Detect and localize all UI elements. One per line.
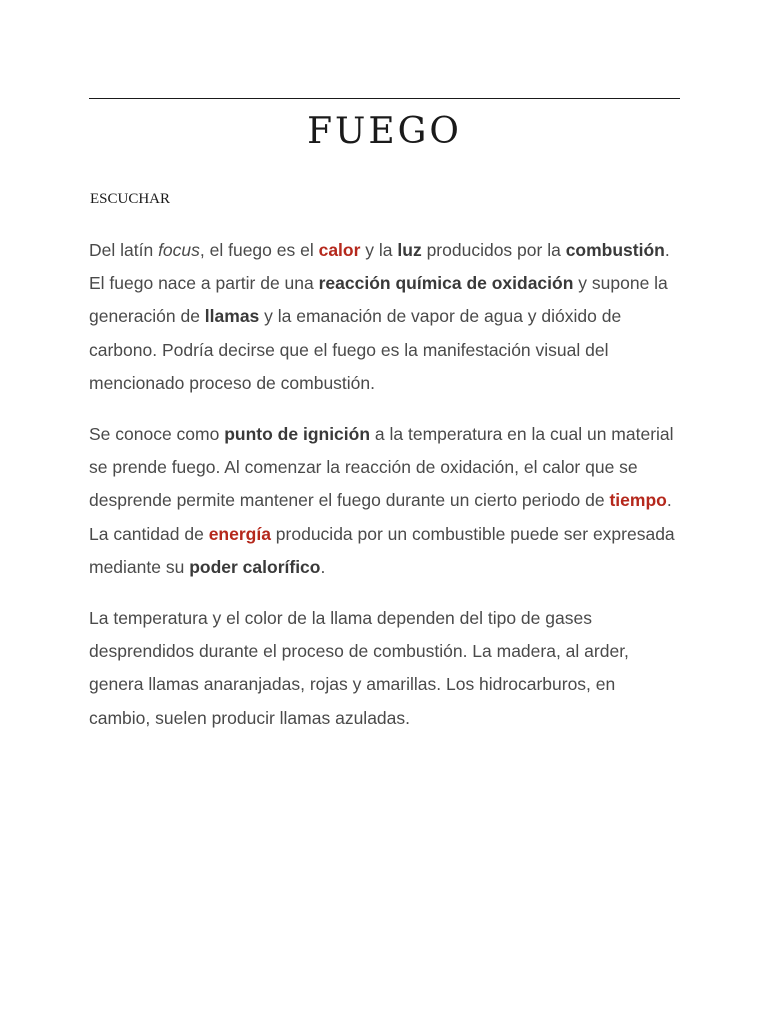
bold-term-combustion: combustión: [565, 240, 665, 260]
bold-term-poder-calorifico: poder calorífico: [189, 556, 321, 577]
bold-term-luz: luz: [397, 240, 422, 260]
paragraph-3: [89, 602, 680, 735]
text-span: y la emanación de vapor de agua y dióxido de carbono. Podría decirse que el fuego es la manifestación visual del mencionado proceso de combustión.: [89, 306, 622, 393]
text-span: . La cantidad de: [89, 490, 672, 544]
text-span: y la: [360, 240, 398, 260]
paragraph-2: [89, 418, 680, 584]
page-title: FUEGO: [307, 111, 462, 152]
article-body: [89, 234, 680, 735]
document-page: [89, 98, 680, 753]
text-span: producidos por la: [421, 240, 566, 260]
text-span: a la temperatura en la cual un material se prende fuego. Al comenzar la reacción de oxidación, el calor que se desprende permite mantener el fuego durante un cierto periodo de: [89, 424, 674, 511]
text-span: Se conoce como: [89, 424, 225, 445]
text-span: , el fuego es el: [199, 240, 319, 260]
text-span: .: [320, 556, 326, 577]
text-span: Del latín: [89, 240, 159, 260]
top-divider: [89, 98, 680, 99]
link-energia[interactable]: energía: [208, 523, 271, 544]
bold-term-llamas: llamas: [204, 306, 260, 327]
text-span: La temperatura y el color de la llama dependen del tipo de gases desprendidos durante el proceso de combustión. La madera, al arder, genera llamas anaranjadas, rojas y amarillas. Los hidrocarburos, en cambio, suelen producir llamas azuladas.: [89, 608, 629, 728]
listen-link[interactable]: ESCUCHAR: [90, 191, 171, 207]
text-span: . El fuego nace a partir de una: [89, 240, 670, 294]
bold-term-punto-ignicion: punto de ignición: [224, 424, 371, 445]
text-span: y supone la generación de: [89, 273, 668, 327]
link-tiempo[interactable]: tiempo: [609, 490, 667, 511]
text-span: producida por un combustible puede ser expresada mediante su: [89, 523, 675, 577]
link-calor[interactable]: calor: [318, 240, 361, 260]
paragraph-1: [89, 234, 680, 400]
bold-term-reaccion: reacción química de oxidación: [318, 273, 574, 294]
italic-term-focus: focus: [158, 240, 200, 260]
